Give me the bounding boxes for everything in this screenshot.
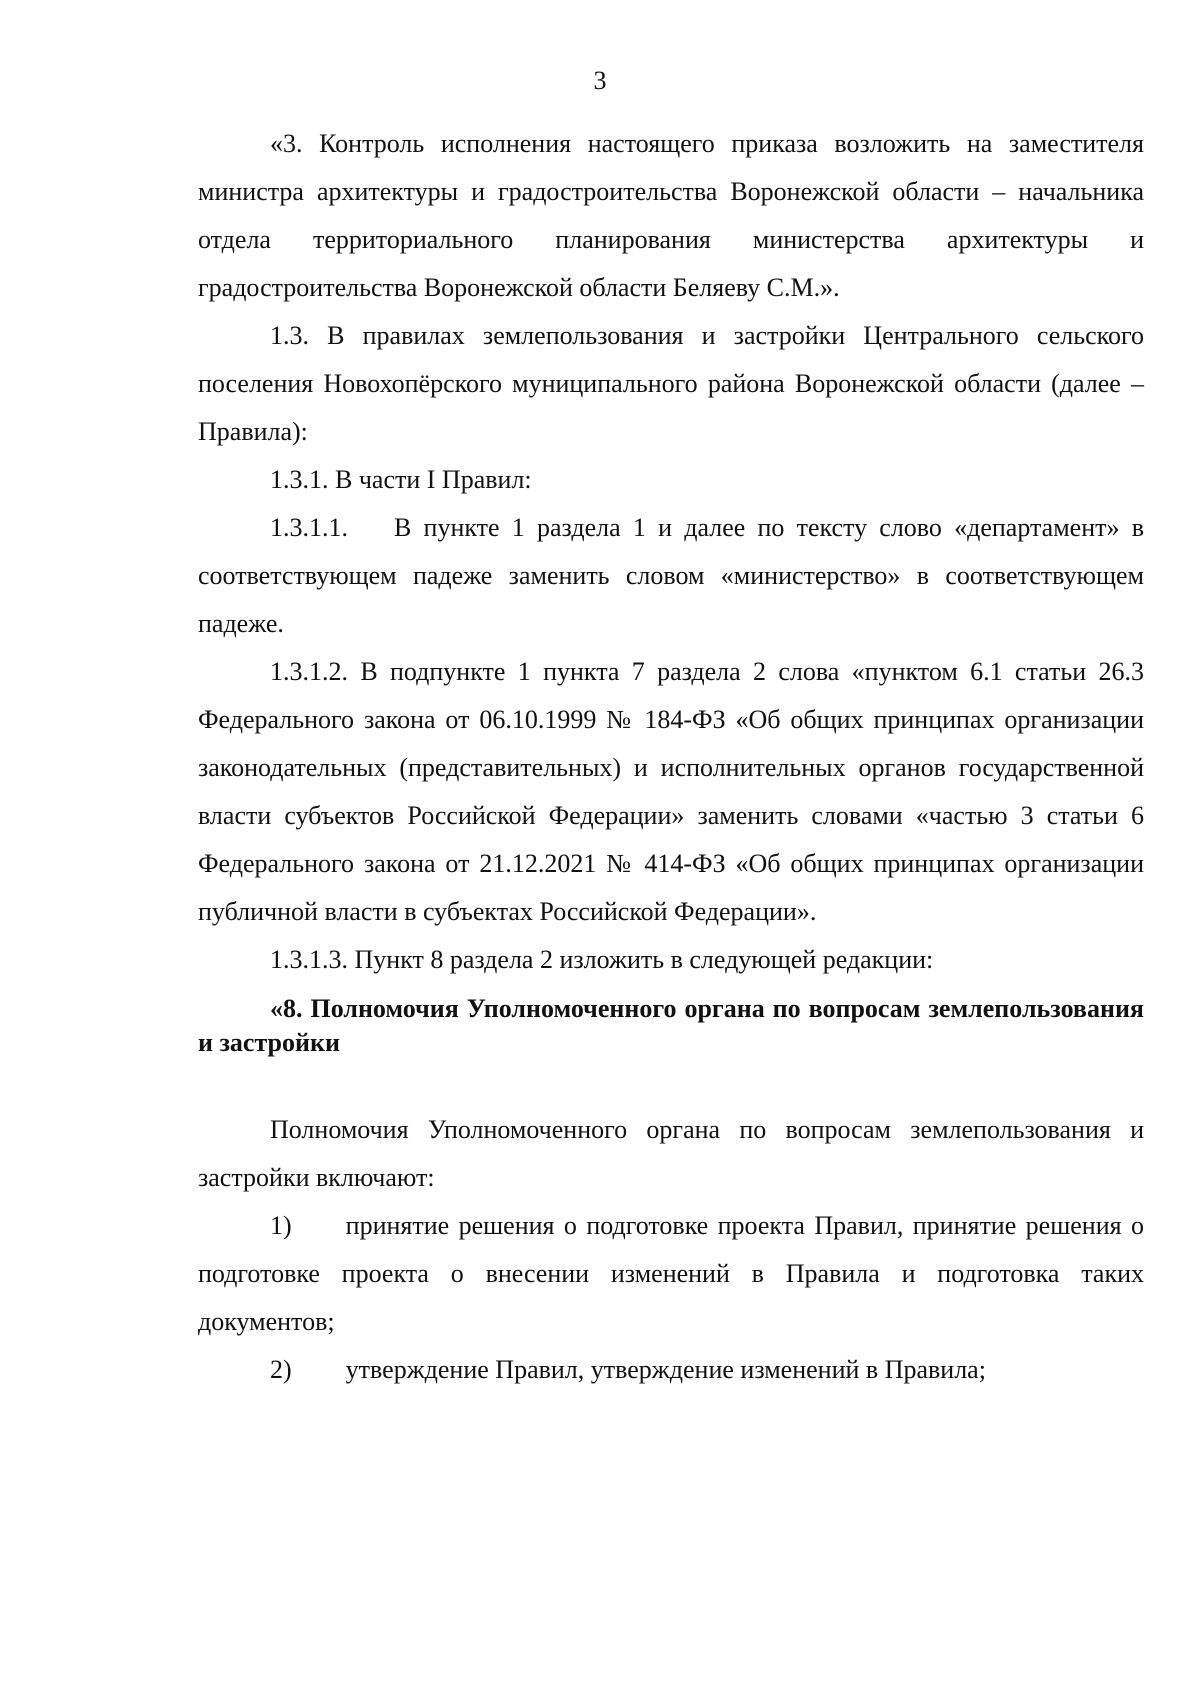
page-number: 3	[593, 66, 607, 95]
section-heading: «8. Полномочия Уполномоченного органа по вопросам землепользования и застройки	[198, 994, 1144, 1057]
paragraph-rules-intro: 1.3. В правилах землепользования и застройки Центрального сельского поселения Новохопёрского муниципального района Воронежской области (далее – Правила):	[198, 321, 1144, 446]
paragraph-part-one: 1.3.1. В части I Правил:	[270, 465, 532, 494]
paragraph-powers-intro: Полномочия Уполномоченного органа по вопросам землепользования и застройки включают:	[198, 1115, 1144, 1192]
list-item-number: 2)	[270, 1355, 292, 1384]
list-item-text: утверждение Правил, утверждение изменений в Правила;	[345, 1355, 986, 1384]
list-item-number: 1)	[270, 1211, 292, 1240]
list-item-1	[198, 1202, 1144, 1346]
list-item-text: принятие решения о подготовке проекта Правил, принятие решения о подготовке проекта о внесении изменений в Правила и подготовка таких документов;	[198, 1211, 1144, 1336]
paragraph-1-3-1-2: 1.3.1.2. В подпункте 1 пункта 7 раздела 2 слова «пунктом 6.1 статьи 26.3 Федерального закона от 06.10.1999 № 184-ФЗ «Об общих принципах организации законодательных (представительных) и исполнительных органов государственной власти субъектов Российской Федерации» заменить словами «частью 3 статьи 6 Федерального закона от 21.12.2021 № 414-ФЗ «Об общих принципах организации публичной власти в субъектах Российской Федерации».	[198, 657, 1144, 926]
list-item-2	[198, 1346, 1144, 1394]
paragraph-text: В пункте 1 раздела 1 и далее по тексту слово «департамент» в соответствующем падеже заменить словом «министерство» в соответствующем падеже.	[198, 513, 1144, 638]
paragraph-control-clause: «3. Контроль исполнения настоящего приказа возложить на заместителя министра архитектуры и градостроительства Воронежской области – начальника отдела территориального планирования министерства архитектуры и градостроительства Воронежской области Беляеву С.М.».	[198, 129, 1144, 302]
heading-spacer	[198, 1060, 1144, 1106]
document-body	[198, 120, 1144, 1394]
paragraph-1-3-1-1	[198, 504, 1144, 648]
paragraph-1-3-1-3: 1.3.1.3. Пункт 8 раздела 2 изложить в следующей редакции:	[270, 945, 934, 974]
paragraph-number: 1.3.1.1.	[270, 513, 348, 542]
